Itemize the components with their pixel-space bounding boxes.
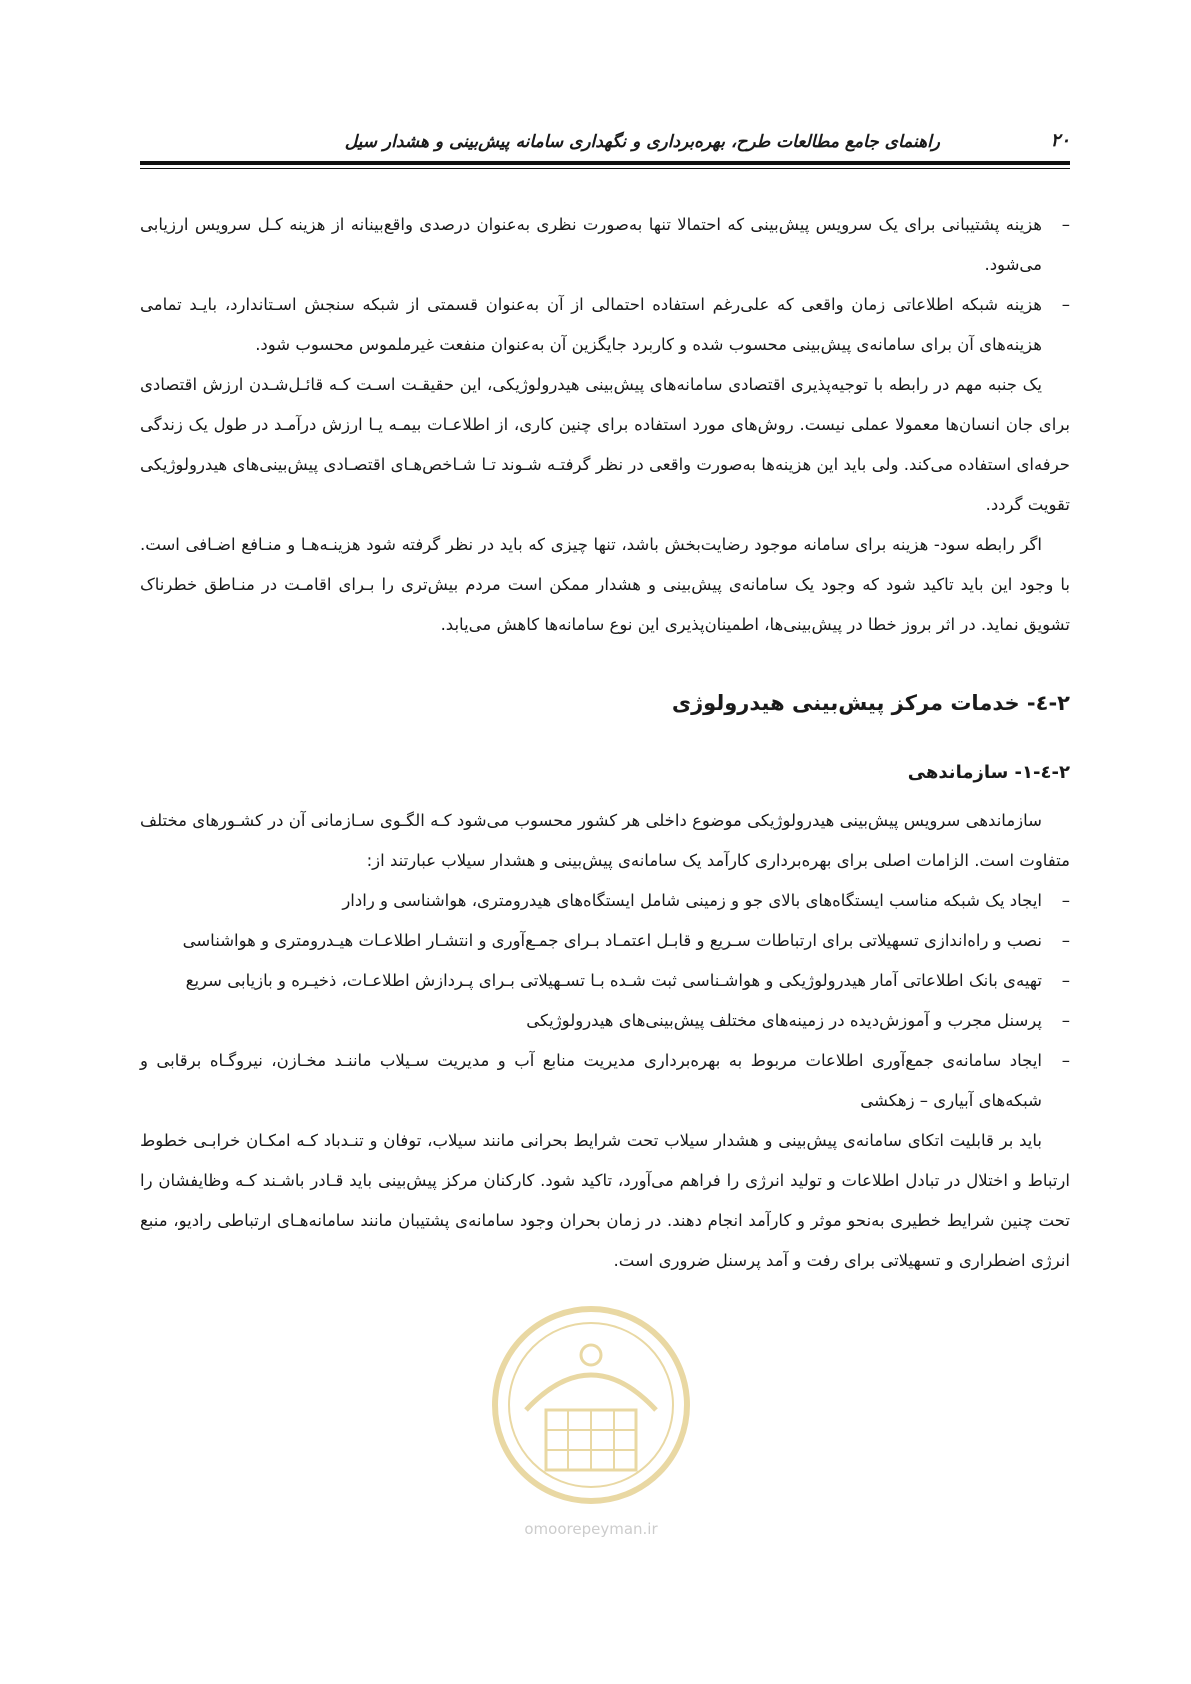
header-rule-thick — [140, 161, 1070, 165]
header-title: راهنمای جامع مطالعات طرح، بهره‌برداری و نگهداری سامانه پیش‌بینی و هشدار سیل — [344, 132, 940, 152]
bullet-text: ایجاد یک شبکه مناسب ایستگاه‌های بالای جو و زمینی شامل ایستگاه‌های هیدرومتری، هواشناسی و رادار — [342, 891, 1042, 910]
bullet-dash: – — [1061, 295, 1070, 314]
bullet-dash: – — [1061, 1011, 1070, 1030]
paragraph: باید بر قابلیت اتکای سامانه‌ی پیش‌بینی و هشدار سیلاب تحت شرایط بحرانی مانند سیلاب، توفان و تنـدباد کـه امکـان خرابـی خطوط ارتباط و اختلال در تبادل اطلاعات و تولید انرژی را فراهم می‌آورد، تاکید شود. کارکنان مرکز پیش‌بینی باید قـادر باشـند کـه وظایفشان را تحت چنین شرایط خطیری به‌نحو موثر و کارآمد انجام دهند. در زمان بحران وجود سامانه‌ی پشتیبان مانند سامانه‌هـای ارتباطی رادیو، منبع انرژی اضطراری و تسهیلاتی برای رفت و آمد پرسنل ضروری است. — [140, 1131, 1070, 1270]
subsection-heading: ۲-٤-۱- سازماندهی — [907, 762, 1070, 783]
list-item — [140, 285, 1070, 365]
paragraph: اگر رابطه سود- هزینه برای سامانه موجود رضایت‌بخش باشد، تنها چیزی که باید در نظر گرفته شود هزینـه‌هـا و منـافع اضـافی است. با وجود این باید تاکید شود که وجود یک سامانه‌ی پیش‌بینی و هشدار ممکن است مردم بیش‌تری را بـرای اقامـت در منـاطق خطرناک تشویق نماید. در اثر بروز خطا در پیش‌بینی‌ها، اطمینان‌پذیری این نوع سامانه‌ها کاهش می‌یابد. — [140, 535, 1070, 634]
list-item — [140, 205, 1070, 285]
watermark-seal-icon — [486, 1300, 696, 1515]
page-number: ۲۰ — [1050, 130, 1070, 151]
bullet-text: هزینه پشتیبانی برای یک سرویس پیش‌بینی که احتمالا تنها به‌صورت نظری به‌عنوان درصدی واقع‌بینانه از هزینه کـل سرویس ارزیابی می‌شود. — [140, 215, 1042, 274]
list-item — [140, 1001, 1070, 1041]
section-heading: ۲-٤- خدمات مرکز پیش‌بینی هیدرولوژی — [671, 691, 1070, 715]
list-item — [140, 1041, 1070, 1121]
list-item — [140, 921, 1070, 961]
bullet-dash: – — [1061, 891, 1070, 910]
page-body — [140, 205, 1070, 1281]
header-rule-thin — [140, 168, 1070, 169]
list-item — [140, 881, 1070, 921]
watermark-text: omoorepeyman.ir — [524, 1520, 658, 1538]
bullet-dash: – — [1061, 931, 1070, 950]
bullet-text: تهیه‌ی بانک اطلاعاتی آمار هیدرولوژیکی و هواشـناسی ثبت شـده بـا تسـهیلاتی بـرای پـردازش اطلاعـات، ذخیـره و بازیابی سریع — [185, 971, 1042, 990]
bullet-dash: – — [1061, 971, 1070, 990]
requirements-list — [140, 881, 1070, 1121]
list-item — [140, 961, 1070, 1001]
bullet-dash: – — [1061, 1051, 1070, 1070]
watermark-seal — [486, 1300, 696, 1540]
bullet-text: نصب و راه‌اندازی تسهیلاتی برای ارتباطات سـریع و قابـل اعتمـاد بـرای جمـع‌آوری و انتشـار اطلاعـات هیـدرومتری و هواشناسی — [182, 931, 1042, 950]
bullet-text: ایجاد سامانه‌ی جمع‌آوری اطلاعات مربوط به بهره‌برداری مدیریت منابع آب و مدیریت سـیلاب ماننـد مخـازن، نیروگـاه برقابی و شبکه‌های آبیاری – زهکشی — [140, 1051, 1042, 1110]
page-header — [140, 118, 1070, 166]
bullet-text: هزینه شبکه اطلاعاتی زمان واقعی که علی‌رغم استفاده احتمالی از آن به‌عنوان قسمتی از شبکه سنجش اسـتاندارد، بایـد تمامی هزینه‌های آن برای سامانه‌ی پیش‌بینی محسوب شده و کاربرد جایگزین آن به‌عنوان منفعت غیرملموس محسوب شود. — [140, 295, 1042, 354]
paragraph: یک جنبه مهم در رابطه با توجیه‌پذیری اقتصادی سامانه‌های پیش‌بینی هیدرولوژیکی، این حقیقـت اسـت کـه قائـل‌شـدن ارزش اقتصادی برای جان انسان‌ها معمولا عملی نیست. روش‌های مورد استفاده برای چنین کاری، از اطلاعـات بیمـه یـا ارزش درآمـد در طول یک زندگی حرفه‌ای استفاده می‌کند. ولی باید این هزینه‌ها به‌صورت واقعی در نظر گرفتـه شـوند تـا شـاخص‌هـای اقتصـادی پیش‌بینی‌های هیدرولوژیکی تقویت گردد. — [140, 375, 1070, 514]
bullet-text: پرسنل مجرب و آموزش‌دیده در زمینه‌های مختلف پیش‌بینی‌های هیدرولوژیکی — [526, 1011, 1042, 1030]
bullet-dash: – — [1061, 215, 1070, 234]
paragraph: سازماندهی سرویس پیش‌بینی هیدرولوژیکی موضوع داخلی هر کشور محسوب می‌شود کـه الگـوی سـازمانی آن در کشـورهای مختلف متفاوت است. الزامات اصلی برای بهره‌برداری کارآمد یک سامانه‌ی پیش‌بینی و هشدار سیلاب عبارتند از: — [140, 811, 1070, 870]
